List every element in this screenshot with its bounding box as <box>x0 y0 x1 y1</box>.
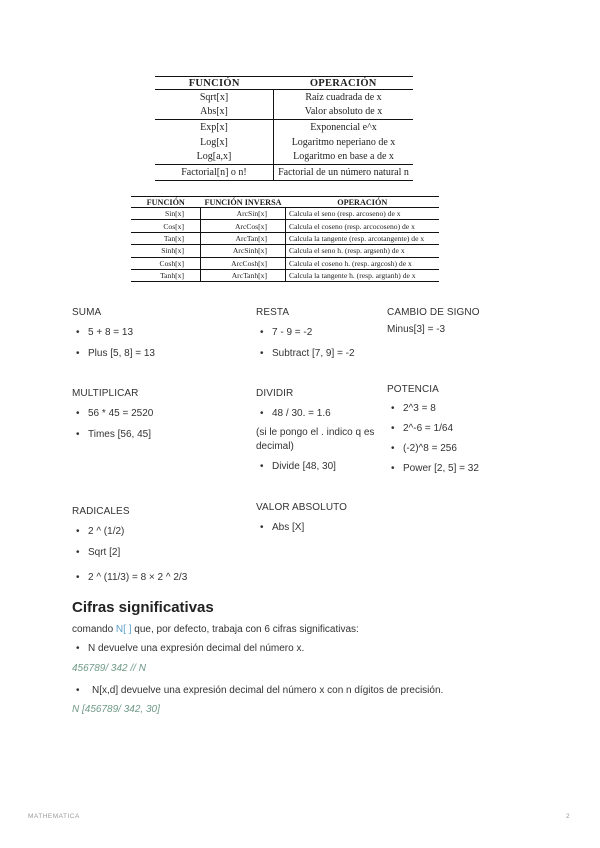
example-1: 456789/ 342 // N <box>72 663 146 674</box>
table-row <box>155 164 413 180</box>
section-title: RADICALES <box>72 506 130 517</box>
potencia-section <box>387 384 527 475</box>
dividir-note: (si le pongo el . indico q es decimal) <box>256 427 375 452</box>
table-cell: Sin[x] <box>165 209 184 219</box>
valor-absoluto-list <box>256 522 426 534</box>
table-cell: Cosh[x] <box>131 257 201 269</box>
cifras-bullet-2 <box>72 676 552 697</box>
table-row <box>131 232 439 244</box>
table-cell: Cos[x] <box>131 220 201 232</box>
cambio-signo-text: Minus[3] = -3 <box>387 324 446 335</box>
list-item: • Power [2, 5] = 32 <box>387 463 527 475</box>
list-item: • 7 - 9 = -2 <box>256 327 381 339</box>
table-cell: Calcula el coseno h. (resp. argcosh) de x <box>286 257 440 269</box>
list-item: • Sqrt [2] <box>72 547 242 559</box>
table-cell: Calcula la tangente (resp. arcotangente) de x <box>286 232 440 244</box>
table-header: FUNCIÓN <box>131 197 201 208</box>
cambio-signo-section <box>387 307 527 337</box>
list-item: • Plus [5, 8] = 13 <box>72 348 242 360</box>
table-cell: ArcCosh[x] <box>201 257 286 269</box>
table-cell: ArcSin[x] <box>201 208 286 220</box>
resta-section <box>256 307 381 360</box>
table-cell: Valor absoluto de x <box>304 106 383 118</box>
table-row <box>155 90 413 105</box>
list-item: • 2 ^ (1/2) <box>72 526 242 538</box>
table-row <box>155 149 413 164</box>
table-header: FUNCIÓN INVERSA <box>201 197 286 208</box>
table-row <box>131 220 439 232</box>
potencia-list <box>387 403 527 475</box>
dividir-section <box>256 388 381 473</box>
n-command: N[ ] <box>115 624 132 635</box>
table-cell: Calcula el coseno (resp. arcocoseno) de x <box>286 220 440 232</box>
table-row <box>155 105 413 120</box>
list-item: • Divide [48, 30] <box>256 461 381 473</box>
cifras-list-1 <box>72 643 552 655</box>
list-item: • 56 * 45 = 2520 <box>72 408 242 420</box>
multiplicar-list <box>72 408 242 441</box>
multiplicar-section <box>72 388 242 441</box>
table-row <box>131 269 439 281</box>
list-item: • N devuelve una expresión decimal del número x. <box>72 643 552 655</box>
functions-table <box>155 76 413 181</box>
example-2: N [456789/ 342, 30] <box>72 704 160 715</box>
table-cell: Abs[x] <box>155 105 274 120</box>
table-cell: Sqrt[x] <box>155 90 274 105</box>
table-header: FUNCIÓN <box>155 77 274 90</box>
list-item: • Times [56, 45] <box>72 429 242 441</box>
table-row <box>131 208 439 220</box>
list-item: • 5 + 8 = 13 <box>72 327 242 339</box>
section-title: CAMBIO DE SIGNO <box>387 307 480 318</box>
section-title: DIVIDIR <box>256 388 294 399</box>
table-row <box>131 257 439 269</box>
table-row <box>155 120 413 135</box>
cifras-bullet-1 <box>72 634 552 655</box>
table-cell: Calcula la tangente h. (resp. argtanh) de x <box>286 269 440 281</box>
valor-absoluto-section <box>256 502 426 534</box>
list-item: • 2 ^ (11/3) = 8 × 2 ^ 2/3 <box>72 572 242 584</box>
table-row <box>155 135 413 150</box>
suma-list <box>72 327 242 360</box>
table-cell: Calcula el seno h. (resp. argsenh) de x <box>286 245 440 257</box>
list-item: • 2^3 = 8 <box>387 403 527 415</box>
list-item: • N[x,d] devuelve una expresión decimal del número x con n dígitos de precisión. <box>72 685 552 697</box>
section-title: SUMA <box>72 307 102 318</box>
table-cell: Log[a,x] <box>155 149 274 164</box>
list-item: • Abs [X] <box>256 522 426 534</box>
radicales-section <box>72 506 242 584</box>
table-cell: Calcula el seno (resp. arcoseno) de x <box>289 209 401 219</box>
table-cell: Logaritmo neperiano de x <box>291 136 396 148</box>
cifras-heading: Cifras significativas <box>72 599 214 616</box>
footer-title: MATHEMATICA <box>28 813 80 820</box>
list-item: • (-2)^8 = 256 <box>387 443 527 455</box>
section-title: MULTIPLICAR <box>72 388 139 399</box>
page-number: 2 <box>566 813 571 820</box>
cifras-list-2 <box>72 685 552 697</box>
radicales-list <box>72 526 242 584</box>
table-cell: Raíz cuadrada de x <box>305 91 382 103</box>
table-cell: Factorial de un número natural n <box>274 164 414 180</box>
table-header-row <box>131 197 439 208</box>
table-row <box>131 245 439 257</box>
list-item: • 2^-6 = 1/64 <box>387 423 527 435</box>
table-header-row <box>155 77 413 90</box>
intro-text: comando <box>72 624 116 635</box>
resta-list <box>256 327 381 360</box>
intro-text: que, por defecto, trabaja con 6 cifras significativas: <box>131 624 359 635</box>
table-header: OPERACIÓN <box>286 197 440 208</box>
table-cell: Logaritmo en base a de x <box>293 151 394 163</box>
table-header: OPERACIÓN <box>274 77 414 90</box>
table-cell: Tanh[x] <box>131 269 201 281</box>
section-title: VALOR ABSOLUTO <box>256 502 348 513</box>
list-item: • Subtract [7, 9] = -2 <box>256 348 381 360</box>
table-cell: Factorial[n] o n! <box>155 164 274 180</box>
table-cell: Tan[x] <box>131 232 201 244</box>
section-title: POTENCIA <box>387 384 439 395</box>
table-cell: Sinh[x] <box>131 245 201 257</box>
list-item: • 48 / 30. = 1.6 <box>256 408 381 420</box>
dividir-list-2 <box>256 461 381 473</box>
table-cell: ArcCos[x] <box>201 220 286 232</box>
table-cell: ArcTanh[x] <box>201 269 286 281</box>
table-cell: ArcTan[x] <box>201 232 286 244</box>
dividir-list <box>256 408 381 420</box>
section-title: RESTA <box>256 307 290 318</box>
table-cell: Log[x] <box>155 135 274 150</box>
table-cell: Exponencial e^x <box>274 120 414 135</box>
table-cell: Exp[x] <box>155 120 274 135</box>
trig-functions-table <box>131 196 439 282</box>
suma-section <box>72 307 242 360</box>
table-cell: ArcSinh[x] <box>201 245 286 257</box>
